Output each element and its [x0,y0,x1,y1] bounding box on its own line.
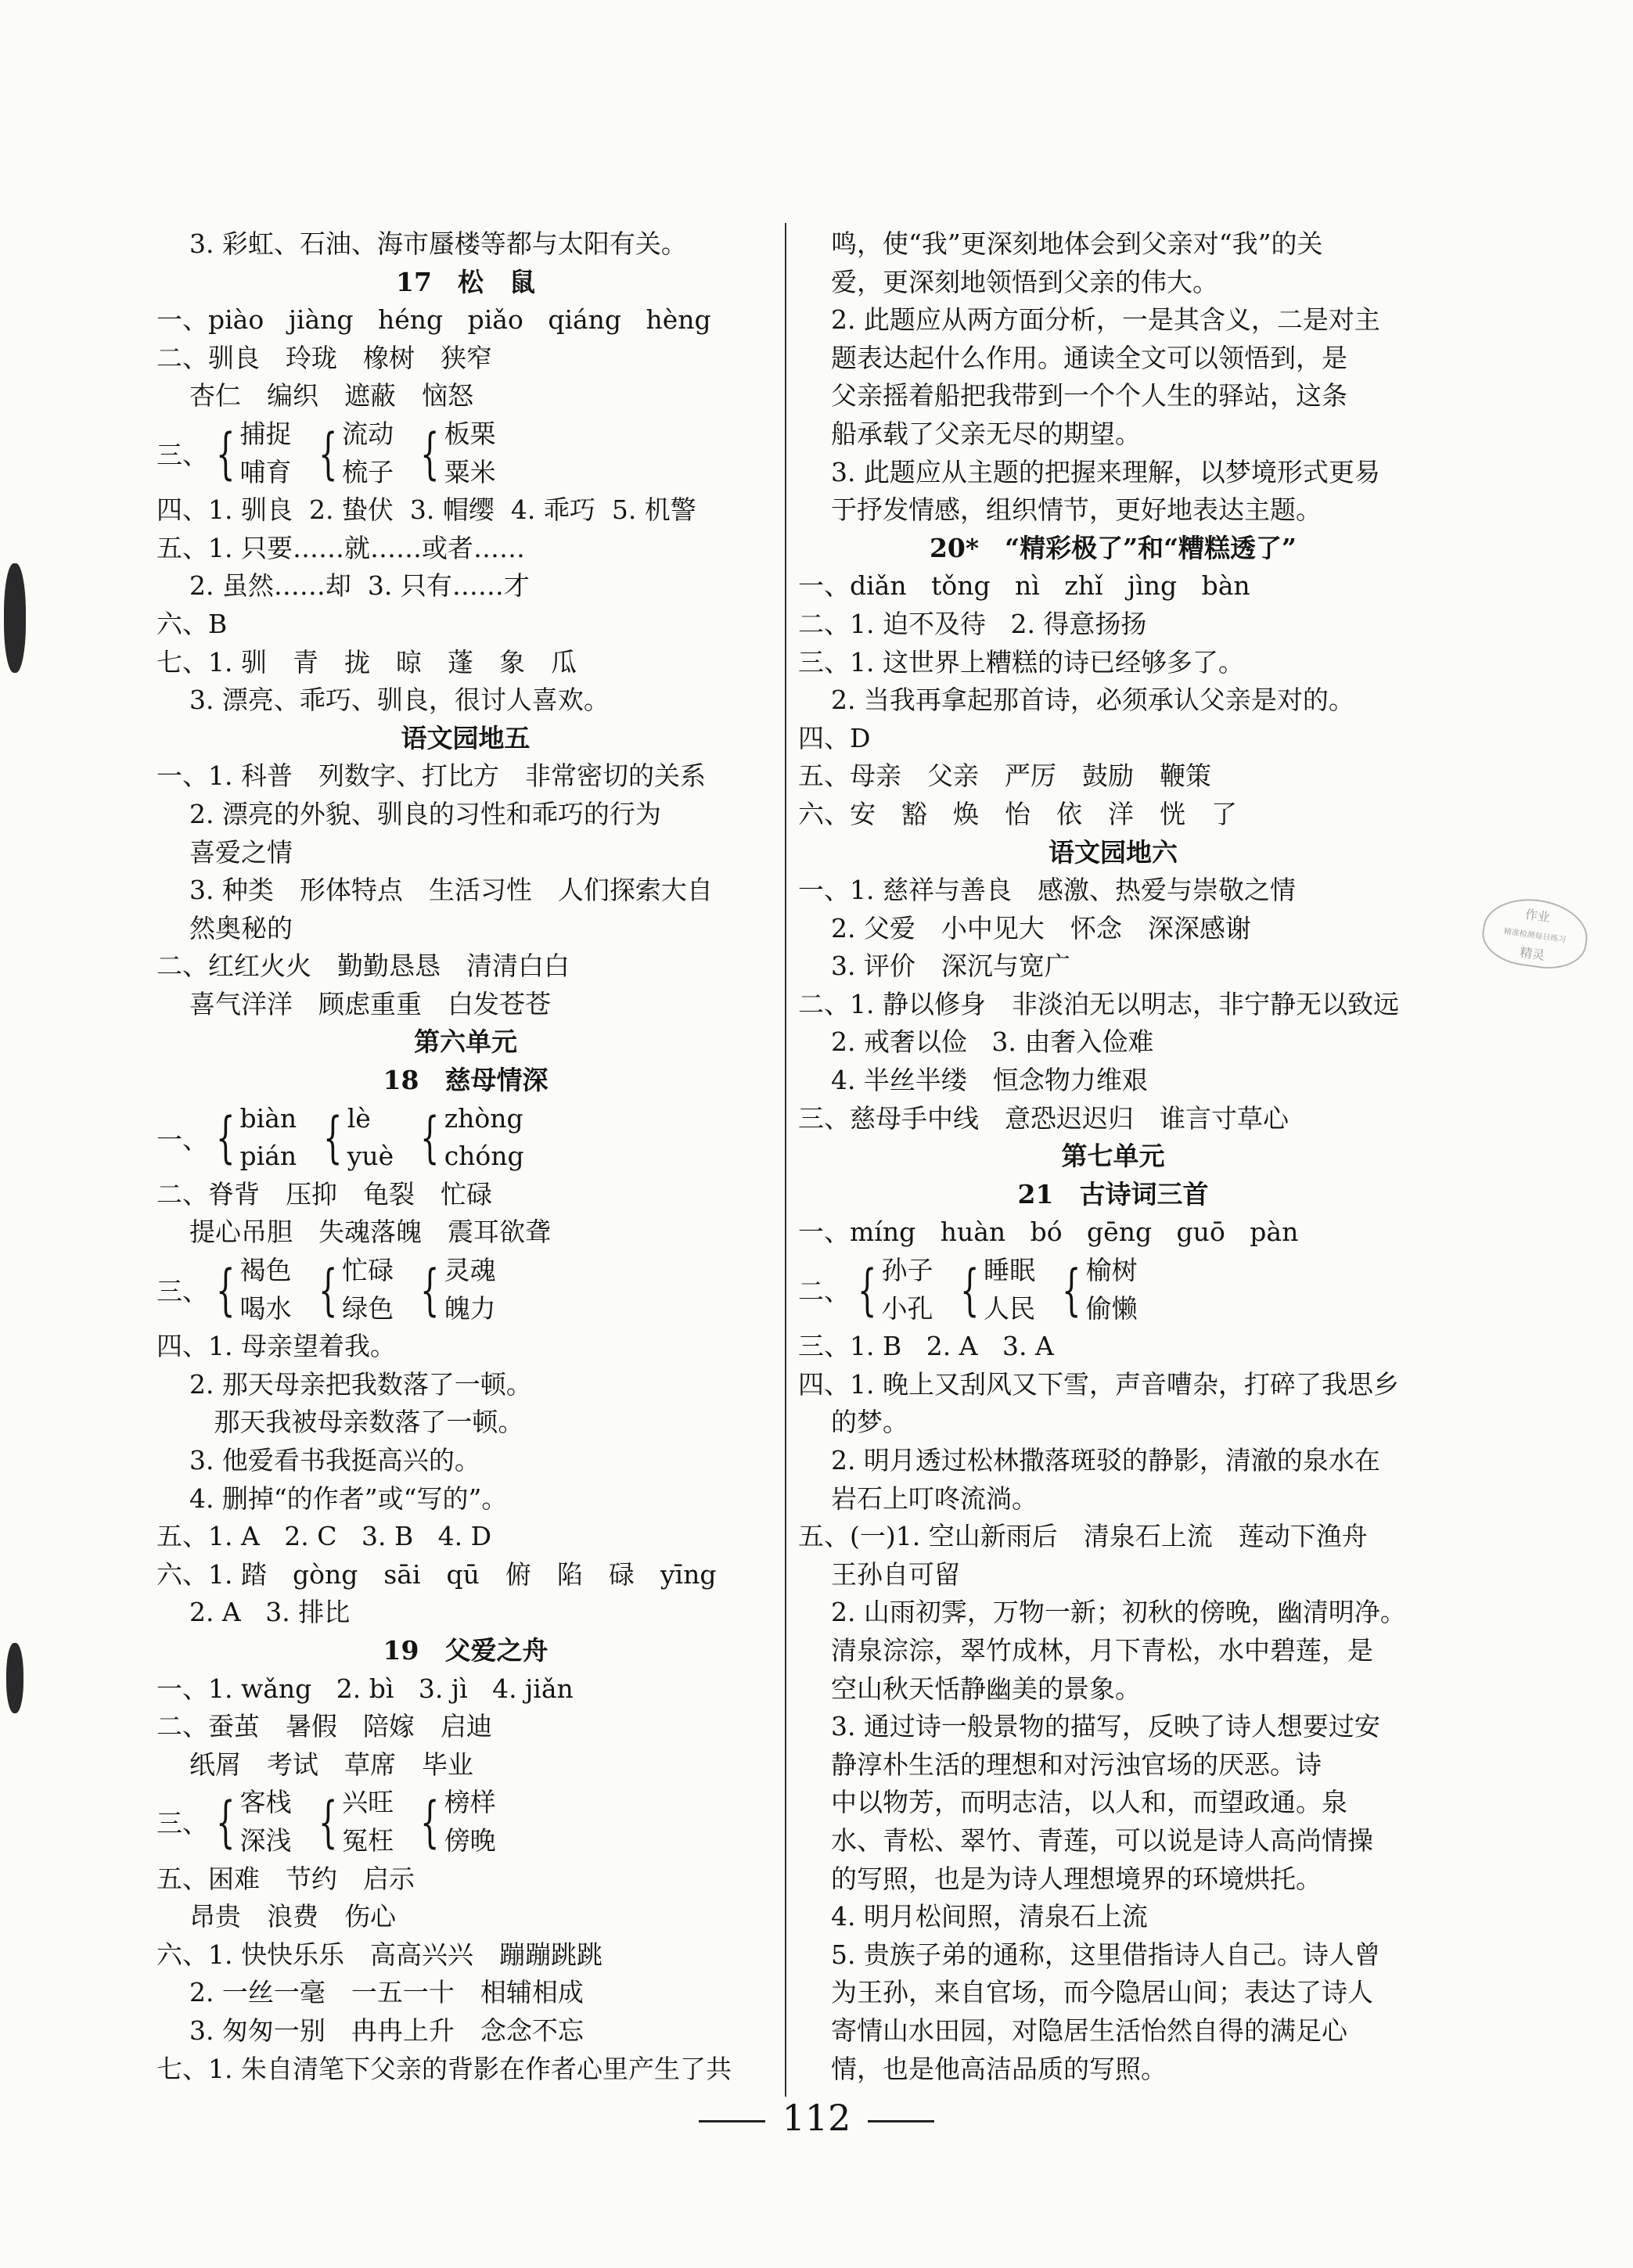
brace-word: biàn [239,1102,297,1134]
answer-line: 喜气洋洋 顾虑重重 白发苍苍 [156,988,551,1019]
brace-word: 捕捉 [239,418,292,449]
answer-line: 二、蚕茧 暑假 陪嫁 启迪 [156,1711,492,1742]
answer-line: 的梦。 [798,1407,908,1438]
answer-line: 二、驯良 玲珑 橡树 狭窄 [156,342,492,373]
answer-line: 二、1. 迫不及待 2. 得意扬扬 [798,608,1147,639]
brace-word: 哺育 [239,456,292,487]
answer-line: 题表达起什么作用。通读全文可以领悟到，是 [798,342,1347,373]
answer-line: 那天我被母亲数落了一顿。 [156,1407,524,1438]
answer-brace-group [798,1252,1428,1328]
answer-line: 四、1. 晚上又刮风又下雪，声音嘈杂，打碎了我思乡 [798,1368,1399,1400]
answer-line: 2. 此题应从两方面分析，一是其含义，二是对主 [798,304,1380,336]
brace-pair [412,1252,496,1328]
brace-word: 小孔 [881,1292,933,1324]
answer-line: 二、1. 静以修身 非淡泊无以明志，非宁静无以致远 [798,988,1399,1019]
stamp-line-2: 精准检测每日练习 [1503,927,1566,945]
answer-line: 四、D [798,722,871,753]
right-answer-column [798,225,1428,2088]
section-title: 19 父爱之舟 [383,1634,549,1666]
brace-pair [952,1252,1036,1328]
answer-line: 一、1. wǎng 2. bì 3. jì 4. jiǎn [156,1673,574,1704]
answer-line: 船承载了父亲无尽的期望。 [798,418,1141,449]
answer-line: 2. A 3. 排比 [156,1597,351,1628]
brace-word: 喝水 [239,1292,292,1324]
answer-line: 的写照，也是为诗人理想境界的环境烘托。 [798,1863,1322,1894]
answer-line: 提心吊胆 失魂落魄 震耳欲聋 [156,1217,551,1248]
brace-word: 傍晚 [444,1824,496,1856]
answer-line: 2. 当我再拿起那首诗，必须承认父亲是对的。 [798,685,1354,716]
answer-line: 五、母亲 父亲 严厉 鼓励 鞭策 [798,760,1211,792]
binding-mark-bottom [6,1643,23,1713]
brace-word: 忙碌 [342,1255,394,1286]
stamp-line-3: 精灵 [1519,944,1546,963]
brace-pair [1054,1252,1138,1328]
answer-line: 七、1. 朱自清笔下父亲的背影在作者心里产生了共 [156,2053,732,2084]
answer-line: 一、diǎn tǒng nì zhǐ jìng bàn [798,570,1250,602]
brace-word: chóng [444,1141,524,1172]
answer-line: 2. 一丝一毫 一五一十 相辅相成 [156,1977,584,2008]
brace-symbol: { [323,1105,343,1170]
section-title: 21 古诗词三首 [1017,1178,1209,1209]
stamp-line-1: 作业 [1523,907,1552,926]
answer-line: 4. 明月松间照，清泉石上流 [798,1901,1148,1932]
answer-line: 4. 删掉“的作者”或“写的”。 [156,1483,508,1514]
binding-mark-top [4,563,26,673]
answer-line: 情，也是他高洁品质的写照。 [798,2053,1167,2084]
answer-line: 五、(一)1. 空山新雨后 清泉石上流 莲动下渔舟 [798,1521,1368,1552]
answer-line: 4. 半丝半缕 恒念物力维艰 [798,1065,1148,1096]
brace-word: 孙子 [881,1255,933,1286]
brace-symbol: { [216,1789,236,1854]
section-title: 语文园地五 [401,722,531,753]
answer-line: 中以物芳，而明志洁，以人和，而望政通。泉 [798,1787,1347,1818]
brace-symbol: { [318,1257,338,1322]
brace-word: 深浅 [239,1824,292,1856]
section-title: 第七单元 [1061,1141,1165,1172]
answer-line: 2. 父爱 小中见大 怀念 深深感谢 [798,912,1251,944]
brace-symbol: { [959,1257,980,1322]
brace-symbol: { [420,1257,440,1322]
answer-line: 2. 那天母亲把我数落了一顿。 [156,1368,532,1400]
question-number: 一、 [156,1123,208,1155]
left-answer-column [156,225,775,2088]
brace-word: zhòng [444,1102,523,1134]
brace-word: pián [239,1141,297,1172]
brace-symbol: { [216,1257,236,1322]
answer-line: 2. 戒奢以俭 3. 由奢入俭难 [798,1026,1154,1058]
answer-line: 然奥秘的 [156,912,293,944]
answer-line: 5. 贵族子弟的通称，这里借指诗人自己。诗人曾 [798,1939,1380,1970]
brace-pair [311,415,394,491]
answer-line: 六、1. 快快乐乐 高高兴兴 蹦蹦跳跳 [156,1939,602,1970]
brace-word: 兴旺 [342,1787,394,1818]
answer-line: 五、1. A 2. C 3. B 4. D [156,1521,492,1552]
brace-pair [412,1784,496,1860]
brace-symbol: { [216,421,236,486]
answer-line: 为王孙，来自官场，而今隐居山间；表达了诗人 [798,1977,1373,2008]
brace-word: 流动 [342,418,394,449]
answer-line: 3. 漂亮、乖巧、驯良，很讨人喜欢。 [156,685,610,716]
answer-line: 3. 种类 形体特点 生活习性 人们探索大自 [156,875,713,906]
brace-pair [412,415,496,491]
brace-word: 人民 [984,1292,1036,1324]
answer-line: 岩石上叮咚流淌。 [798,1483,1038,1514]
answer-line: 七、1. 驯 青 拢 晾 蓬 象 瓜 [156,646,577,678]
answer-line: 三、1. 这世界上糟糕的诗已经够多了。 [798,646,1244,678]
page-number-text: 112 [782,2097,851,2139]
brace-word: 榆树 [1085,1255,1138,1286]
brace-pair [315,1100,394,1176]
answer-line: 一、1. 科普 列数字、打比方 非常密切的关系 [156,760,706,792]
brace-word: 灵魂 [444,1255,496,1286]
brace-pair [208,415,292,491]
answer-line: 昂贵 浪费 伤心 [156,1901,396,1932]
section-title: 第六单元 [414,1026,517,1058]
brace-word: 板栗 [444,418,496,449]
brace-pair [208,1100,297,1176]
brace-symbol: { [1062,1257,1081,1322]
brace-word: 冤枉 [342,1824,394,1856]
brace-word: 魄力 [444,1292,496,1324]
answer-line: 四、1. 驯良 2. 蛰伏 3. 帽缨 4. 乖巧 5. 机警 [156,494,696,526]
brace-symbol: { [318,1789,338,1854]
answer-brace-group [156,1252,775,1328]
answer-line: 2. 山雨初霁，万物一新；初秋的傍晚，幽清明净。 [798,1597,1406,1628]
brace-pair [208,1252,292,1328]
answer-line: 一、piào jiàng héng piǎo qiáng hèng [156,304,711,336]
answer-line: 杏仁 编织 遮蔽 恼怒 [156,380,473,412]
brace-word: 客栈 [239,1787,292,1818]
brace-word: 粟米 [444,456,496,487]
answer-line: 爱，更深刻地领悟到父亲的伟大。 [798,266,1218,297]
question-number: 三、 [156,1808,208,1839]
homework-stamp [1479,893,1592,974]
section-title: 17 松 鼠 [396,266,535,297]
brace-word: 绿色 [342,1292,394,1324]
answer-brace-group [156,415,775,491]
answer-line: 纸屑 考试 草席 毕业 [156,1749,473,1780]
page-number [0,2097,1633,2139]
answer-line: 2. 漂亮的外貌、驯良的习性和乖巧的行为 [156,798,661,829]
brace-symbol: { [216,1105,236,1170]
section-title: 18 慈母情深 [383,1065,549,1096]
brace-symbol: { [858,1257,877,1322]
answer-line: 六、1. 踏 gòng sāi qū 俯 陷 碌 yīng [156,1558,717,1590]
page-number-dash-right [868,2120,934,2122]
answer-line: 2. 明月透过松林撒落斑驳的静影，清澈的泉水在 [798,1445,1380,1475]
question-number: 三、 [156,440,208,471]
answer-line: 3. 匆匆一别 冉冉上升 念念不忘 [156,2015,584,2046]
answer-line: 鸣，使“我”更深刻地体会到父亲对“我”的关 [798,228,1323,259]
brace-pair [850,1252,933,1328]
brace-pair [412,1100,524,1176]
section-title: 20* “精彩极了”和“糟糕透了” [929,532,1297,563]
answer-line: 2. 虽然……却 3. 只有……才 [156,570,530,602]
answer-line: 三、慈母手中线 意恐迟迟归 谁言寸草心 [798,1102,1289,1134]
answer-line: 王孙自可留 [798,1558,960,1590]
answer-line: 四、1. 母亲望着我。 [156,1331,396,1362]
answer-line: 三、1. B 2. A 3. A [798,1331,1054,1362]
answer-line: 六、安 豁 焕 怡 依 洋 恍 了 [798,798,1237,829]
answer-line: 于抒发情感，组织情节，更好地表达主题。 [798,494,1322,526]
brace-symbol: { [318,421,338,486]
brace-word: 梳子 [342,456,394,487]
answer-line: 父亲摇着船把我带到一个个人生的驿站，这条 [798,380,1347,412]
column-divider [785,223,786,2097]
question-number: 二、 [798,1276,850,1307]
answer-line: 清泉淙淙，翠竹成林，月下青松，水中碧莲，是 [798,1634,1373,1666]
answer-line: 3. 彩虹、石油、海市蜃楼等都与太阳有关。 [156,228,687,259]
answer-line: 3. 通过诗一般景物的描写，反映了诗人想要过安 [798,1711,1380,1742]
brace-symbol: { [420,1105,440,1170]
answer-line: 3. 他爱看书我挺高兴的。 [156,1445,480,1475]
brace-word: 褐色 [239,1255,292,1286]
answer-line: 一、1. 慈祥与善良 感激、热爱与崇敬之情 [798,875,1296,906]
answer-line: 静淳朴生活的理想和对污浊官场的厌恶。诗 [798,1749,1322,1780]
brace-pair [311,1252,394,1328]
answer-line: 空山秋天恬静幽美的景象。 [798,1673,1141,1704]
brace-word: 睡眠 [984,1255,1036,1286]
brace-symbol: { [420,1789,440,1854]
answer-line: 寄情山水田园，对隐居生活怡然自得的满足心 [798,2015,1347,2046]
page-number-dash-left [699,2120,765,2122]
answer-line: 二、红红火火 勤勤恳恳 清清白白 [156,951,570,982]
answer-line: 3. 评价 深沉与宽广 [798,951,1070,982]
question-number: 三、 [156,1276,208,1307]
answer-line: 水、青松、翠竹、青莲，可以说是诗人高尚情操 [798,1824,1373,1856]
answer-line: 六、B [156,608,228,639]
brace-word: lè [347,1102,371,1134]
answer-line: 3. 此题应从主题的把握来理解，以梦境形式更易 [798,456,1380,487]
answer-line: 五、1. 只要……就……或者…… [156,532,525,563]
section-title: 语文园地六 [1049,836,1178,868]
brace-symbol: { [420,421,440,486]
answer-brace-group [156,1100,775,1176]
answer-line: 五、困难 节约 启示 [156,1863,415,1894]
brace-pair [208,1784,292,1860]
answer-line: 二、脊背 压抑 龟裂 忙碌 [156,1178,492,1209]
brace-word: 偷懒 [1085,1292,1138,1324]
answer-line: 一、míng huàn bó gēng guō pàn [798,1217,1299,1248]
brace-pair [311,1784,394,1860]
brace-word: yuè [347,1141,394,1172]
answer-brace-group [156,1784,775,1860]
answer-line: 喜爱之情 [156,836,293,868]
brace-word: 榜样 [444,1787,496,1818]
